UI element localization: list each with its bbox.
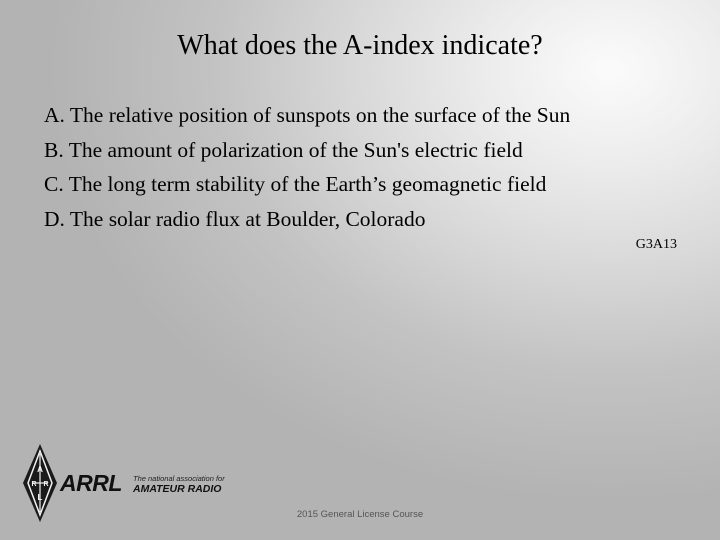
arrl-tagline-bottom: AMATEUR RADIO bbox=[133, 483, 222, 495]
answer-option-c: C. The long term stability of the Earth’s geomagnetic field bbox=[44, 172, 547, 196]
slide-title: What does the A-index indicate? bbox=[177, 30, 543, 61]
emblem-letter: A bbox=[37, 465, 43, 474]
arrl-wordmark: ARRL bbox=[60, 470, 122, 496]
arrl-tagline bbox=[133, 474, 225, 495]
emblem-letter: R bbox=[31, 481, 37, 488]
footer-course-label: 2015 General License Course bbox=[296, 509, 424, 520]
answer-option-a: A. The relative position of sunspots on the surface of the Sun bbox=[44, 103, 571, 127]
answer-option-d: D. The solar radio flux at Boulder, Colorado bbox=[44, 206, 426, 231]
answer-list bbox=[44, 98, 570, 236]
answer-option-b: B. The amount of polarization of the Sun's electric field bbox=[44, 137, 523, 162]
arrl-tagline-top: The national association for bbox=[133, 474, 225, 483]
emblem-letter: L bbox=[37, 493, 43, 502]
question-id: G3A13 bbox=[635, 237, 677, 252]
emblem-letter: R bbox=[43, 481, 49, 488]
